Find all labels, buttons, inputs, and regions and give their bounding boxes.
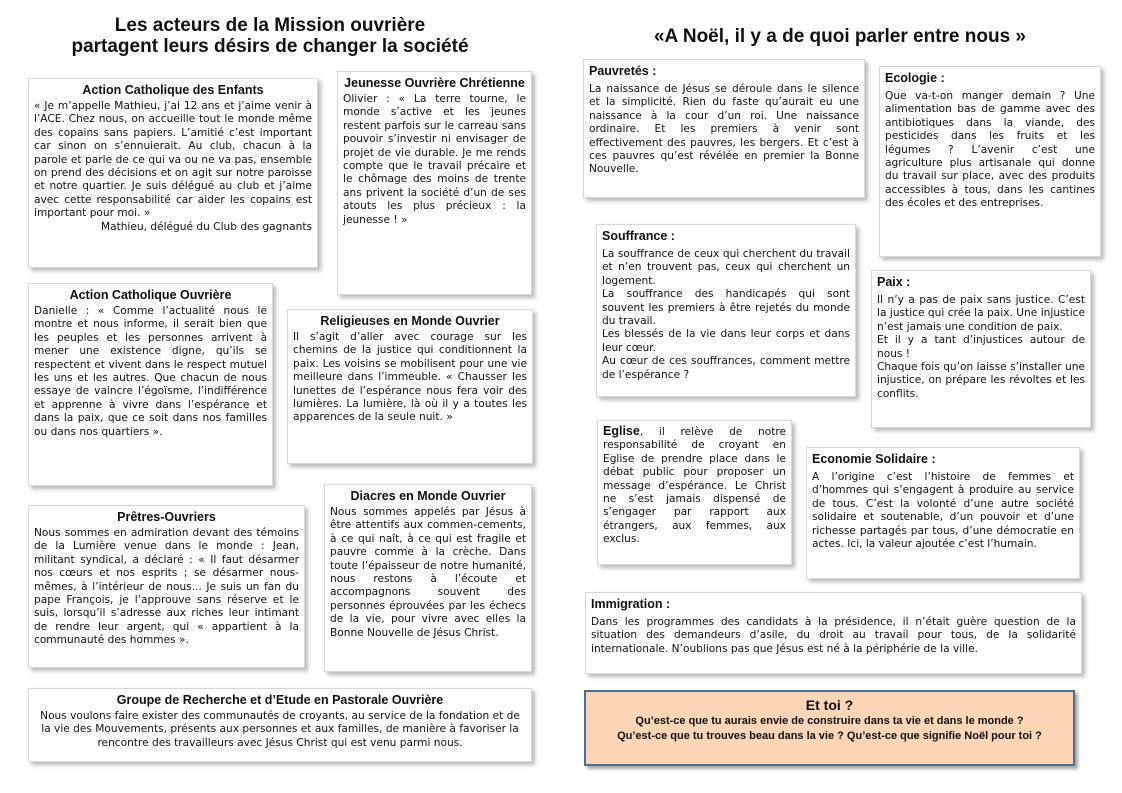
eglise-paragraph	[603, 425, 786, 547]
joc-box	[337, 71, 532, 295]
souffrance-heading: Souffrance :	[602, 229, 675, 243]
paix-p3: Chaque fois qu’on laisse s’installer une injustice, on prépare les révoltes et les conflits.	[877, 361, 1085, 400]
rmo-text: Il s’agit d’aller avec courage sur les chemins de la justice qui conditionnent la paix. Les voisins se mobilisent pour une vie meilleure dans l’immeuble. « Chausser les lunettes de l’espérance nous fera voir des lumières. La lumière, là où il y a toutes les apparences de la seule nuit. »	[293, 331, 527, 424]
po-text: Nous sommes en admiration devant des témoins de la Lumière venue dans le monde : Jean, militant syndical, a déclaré : « Il faut désarmer nos cœurs et nos esprits ; se désarmer nous-mêmes, à l’intérieur de nous... Je suis un fan du pape François, je l’approuve sans réserve et le suis, lorsqu’il s’adresse aux riches leur intimant de rendre leur argent, qui « appartient à la communauté des hommes ».	[34, 527, 299, 647]
rmo-box	[287, 309, 533, 464]
aco-heading: Action Catholique Ouvrière	[69, 288, 232, 302]
immigration-box	[585, 592, 1082, 674]
rmo-heading: Religieuses en Monde Ouvrier	[320, 314, 500, 328]
souffrance-box	[596, 224, 856, 397]
joc-heading: Jeunesse Ouvrière Chrétienne	[344, 76, 525, 90]
ecologie-box	[879, 66, 1101, 257]
left-title-line1: Les acteurs de la Mission ouvrière	[114, 15, 426, 36]
pauvretes-heading: Pauvretés :	[589, 64, 657, 78]
ecologie-heading: Ecologie :	[885, 71, 945, 85]
paix-p2: Et il y a tant d’injustices autour de nous !	[877, 334, 1085, 360]
souffrance-p4: Au cœur de ces souffrances, comment mettre de l’espérance ?	[602, 355, 850, 381]
left-title-line2: partagent leurs désirs de changer la société	[71, 36, 469, 57]
pauvretes-text: La naissance de Jésus se déroule dans le silence et la simplicité. Rien du faste qu’aurait eu une naissance à la cour d’un roi. Une naissance ordinaire. Et les premiers à venir sont effectivement des pauvres, les bergers. Et c’est à ces pauvres qu’est révélée en premier la Bonne Nouvelle.	[589, 83, 859, 176]
et-toi-question1: Qu’est-ce que tu aurais envie de construire dans ta vie et dans le monde ?	[635, 715, 1024, 727]
eglise-text: , il relève de notre responsabilité de croyant en Eglise de prendre place dans le débat public pour proposer un message d’espérance. Le Christ ne s’est jamais dispensé de s’engager par rapport aux étrangers, aux femmes, aux exclus.	[603, 426, 786, 546]
dmo-heading: Diacres en Monde Ouvrier	[350, 489, 506, 503]
ecologie-text: Que va-t-on manger demain ? Une alimentation bas de gamme avec des antibiotiques dans la viande, des pesticides dans les fruits et les légumes ? L’avenir c’est une agriculture plus artisanale qui donne du travail sur place, avec des produits accessibles à tous, dans les cantines des écoles et des entreprises.	[885, 90, 1095, 210]
ace-text: « Je m’appelle Mathieu, j’ai 12 ans et j’aime venir à l’ACE. Chez nous, on accueille tout le monde même des copains sans papiers. L’amitié c’est important car sinon on s’ennuierait. Au club, chacun à la parole et parle de ce qui va ou ne va pas, ensemble on prend des décisions et on agit sur notre paroisse et notre quartier. Je suis délégué au club et j’aime avec cette responsabilité car aider les copains est important pour moi. »	[34, 100, 312, 220]
aco-text: Danielle : « Comme l’actualité nous le montre et nous informe, il serait bien que les peuples et les personnes arrivent à mener une existence digne, qu’ils se respectent et vivent dans le respect mutuel les uns et les autres. Que chacun de nous essaye de vaincre l’égoïsme, l’indifférence et apprenne à vivre dans l’espérance et dans la paix, que ce soit dans nos familles ou dans nos quartiers ».	[34, 305, 267, 438]
eco-solidaire-box	[806, 447, 1080, 579]
et-toi-question2: Qu’est-ce que tu trouves beau dans la vie ? Qu’est-ce que signifie Noël pour toi ?	[617, 730, 1042, 742]
ace-signature: Mathieu, délégué du Club des gagnants	[100, 220, 312, 233]
dmo-text: Nous sommes appelés par Jésus à être attentifs aux commen-cements, à ce qui naît, à ce qui est fragile et pauvre comme à la crèche. Dans toute l’épaisseur de notre humanité, nous restons à l’écoute et accompagnons souvent des personnes éprouvées par les échecs de la vie, pour vivre avec elles la Bonne Nouvelle de Jésus Christ.	[330, 506, 526, 639]
souffrance-p3: Les blessés de la vie dans leur corps et dans leur cœur.	[602, 328, 850, 354]
eglise-box	[597, 420, 792, 565]
dmo-box	[324, 484, 532, 672]
souffrance-p1: La souffrance de ceux qui cherchent du travail et n’en trouvent pas, ceux qui cherchent un logement.	[602, 248, 850, 287]
paix-p1: Il n’y a pas de paix sans justice. C’est la justice qui crée la paix. Une injustice n’est jamais une condition de paix.	[877, 294, 1085, 333]
souffrance-p2: La souffrance des handicapés qui sont souvent les premiers à être rejetés du monde du travail.	[602, 288, 850, 328]
immigration-heading: Immigration :	[591, 597, 671, 611]
grepo-box	[28, 688, 532, 762]
ace-box	[28, 78, 318, 268]
grepo-text: Nous voulons faire exister des communautés de croyants, au service de la fondation et de la vie des Mouvements, présents aux personnes et aux familles, de manière à favoriser la rencontre des travailleurs avec Jésus Christ qui est venu parmi nous.	[40, 710, 520, 749]
left-page-title	[30, 15, 510, 57]
po-heading: Prêtres-Ouvriers	[117, 510, 216, 524]
immigration-text: Dans les programmes des candidats à la présidence, il n’était guère question de la situation des demandeurs d’asile, du droit au travail pour tous, de la solidarité internationale. N’oublions pas que Jésus est né à la périphérie de la ville.	[591, 616, 1076, 655]
et-toi-heading: Et toi ?	[805, 697, 854, 713]
eco-solidaire-text: A l’origine c’est l’histoire de femmes et d’hommes qui s’engagent à produire au service de tous. C’est la volonté d’une autre société solidaire et soutenable, d’un pouvoir et d’une richesse partagés par tous, d’une démocratie en actes. Ici, la valeur ajoutée c’est l’humain.	[812, 471, 1074, 551]
eco-solidaire-heading: Economie Solidaire :	[812, 452, 936, 466]
aco-box	[28, 283, 273, 486]
et-toi-box	[584, 690, 1075, 766]
ace-heading: Action Catholique des Enfants	[82, 83, 264, 97]
po-box	[28, 505, 305, 668]
pauvretes-box	[583, 59, 865, 198]
right-page-title: «A Noël, il y a de quoi parler entre nous »	[653, 26, 1026, 47]
joc-text: Olivier : « La terre tourne, le monde s’active et les jeunes restent parfois sur le carreau sans pouvoir s’investir ni envisager de projet de vie durable. Je me rends compte que le travail précaire et le chômage des moins de trente ans privent la société d’un de ses atouts les plus précieux : la jeunesse ! »	[343, 93, 526, 226]
grepo-heading: Groupe de Recherche et d’Etude en Pastorale Ouvrière	[116, 693, 444, 707]
eglise-heading: Eglise	[603, 424, 640, 438]
paix-box	[871, 270, 1091, 428]
paix-heading: Paix :	[877, 275, 911, 289]
